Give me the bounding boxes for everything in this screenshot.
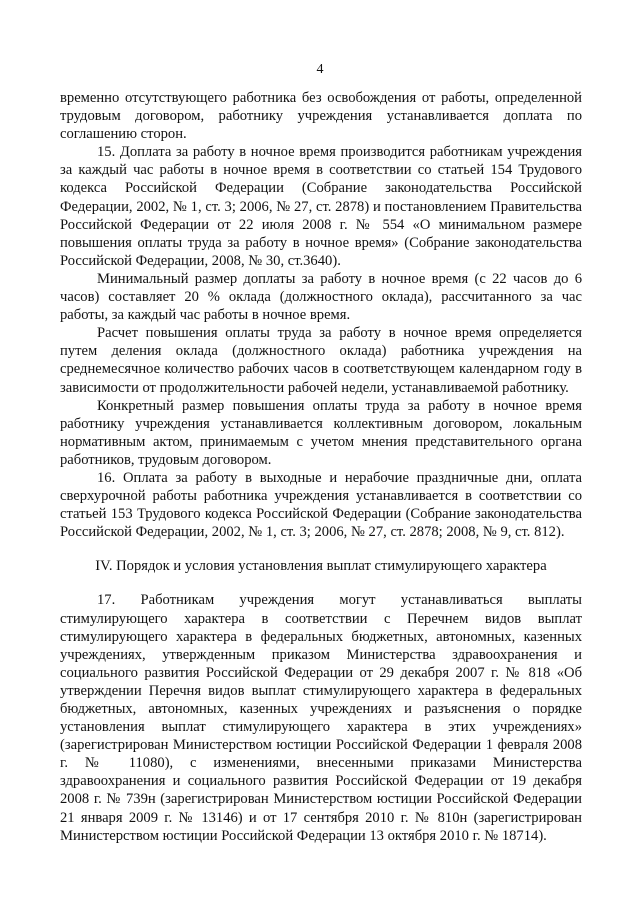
document-body bbox=[60, 89, 582, 845]
section-heading: IV. Порядок и условия установления выплат стимулирующего характера bbox=[95, 558, 547, 575]
paragraph-item-17: 17. Работникам учреждения могут устанавливаться выплаты стимулирующего характера в соответствии с Перечнем видов выплат стимулирующего характера в федеральных бюджетных, автономных, казенных учреждениях, утвержденным приказом Министерства здравоохранения и социального развития Российской Федерации от 29 декабря 2007 г. № 818 «Об утверждении Перечня видов выплат стимулирующего характера в федеральных бюджетных, автономных, казенных учреждениях и разъяснения о порядке установления выплат стимулирующего характера в этих учреждениях» (зарегистрирован Министерством юстиции Российской Федерации 1 февраля 2008 г. № 11080), с изменениями, внесенными приказами Министерства здравоохранения и социального развития Российской Федерации от 19 декабря 2008 г. № 739н (зарегистрирован Министерством юстиции Российской Федерации 21 января 2009 г. № 13146) и от 17 сентября 2010 г. № 810н (зарегистрирован Министерством юстиции Российской Федерации 13 октября 2010 г. № 18714). bbox=[60, 592, 582, 844]
paragraph-night-pay-specific-amount: Конкретный размер повышения оплаты труда за работу в ночное время работнику учреждения устанавливается коллективным договором, локальным нормативным актом, принимаемым с учетом мнения представительного органа работников, трудовым договором. bbox=[60, 397, 582, 468]
page-number: 4 bbox=[316, 62, 324, 77]
paragraph-night-pay-calculation: Расчет повышения оплаты труда за работу в ночное время определяется путем деления оклада (должностного оклада) работника учреждения на среднемесячное количество рабочих часов в соответствующем календарном году в зависимости от продолжительности рабочей недели, устанавливаемой работнику. bbox=[60, 325, 582, 396]
paragraph-item-15: 15. Доплата за работу в ночное время производится работникам учреждения за каждый час работы в ночное время в соответствии со статьей 154 Трудового кодекса Российской Федерации (Собрание законодательства Российской Федерации, 2002, № 1, ст. 3; 2006, № 27, ст. 2878) и постановлением Правительства Российской Федерации от 22 июля 2008 г. № 554 «О минимальном размере повышения оплаты труда за работу в ночное время» (Собрание законодательства Российской Федерации, 2008, № 30, ст.3640). bbox=[60, 144, 582, 269]
paragraph-night-pay-minimum: Минимальный размер доплаты за работу в ночное время (с 22 часов до 6 часов) составляет 20 % оклада (должностного оклада), рассчитанного за час работы, за каждый час работы в ночное время. bbox=[60, 270, 582, 324]
paragraph-continuation: временно отсутствующего работника без освобождения от работы, определенной трудовым договором, работнику учреждения устанавливается доплата по соглашению сторон. bbox=[60, 90, 582, 143]
paragraph-item-16: 16. Оплата за работу в выходные и нерабочие праздничные дни, оплата сверхурочной работы работника учреждения устанавливается в соответствии со статьей 153 Трудового кодекса Российской Федерации (Собрание законодательства Российской Федерации, 2002, № 1, ст. 3; 2006, № 27, ст. 2878; 2008, № 9, ст. 812). bbox=[60, 469, 582, 541]
